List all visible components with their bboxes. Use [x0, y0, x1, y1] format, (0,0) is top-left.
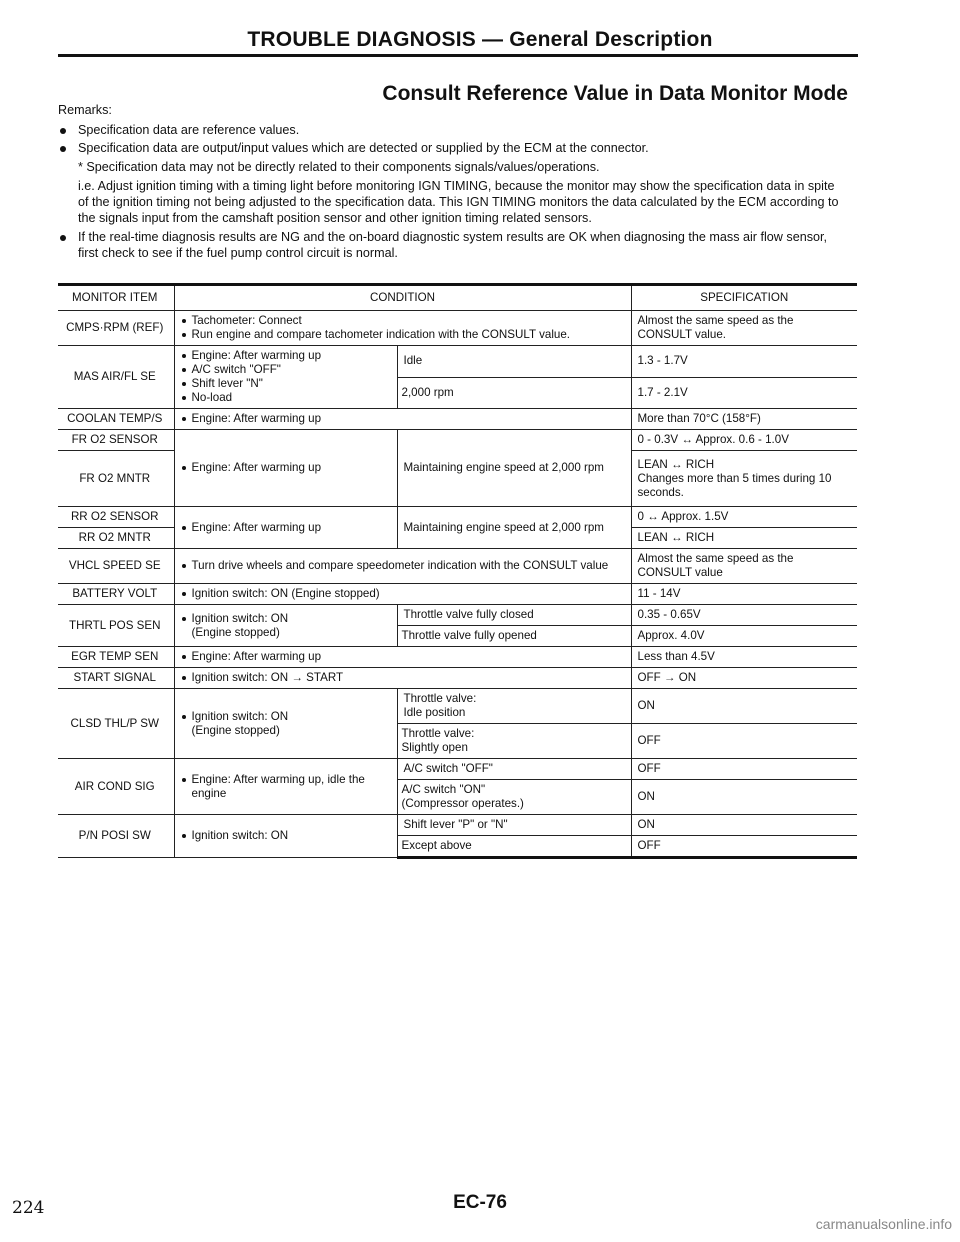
condition-cell	[174, 311, 631, 346]
table-header-row	[58, 285, 857, 311]
sub-condition-cell: Maintaining engine speed at 2,000 rpm	[397, 507, 631, 549]
condition-line: Ignition switch: ON	[181, 612, 391, 626]
condition-cell	[174, 584, 631, 605]
monitor-table	[58, 283, 857, 859]
monitor-item: CMPS·RPM (REF)	[58, 311, 174, 346]
condition-line: Ignition switch: ON	[181, 829, 391, 843]
remarks-block	[58, 103, 848, 264]
remark-bullet-3: If the real-time diagnosis results are NG and the on-board diagnostic system results are OK when diagnosing the mass air flow sensor, first check to see if the fuel pump control circuit is normal.	[58, 230, 848, 261]
specification-cell: OFF	[631, 759, 857, 780]
remark-ie: i.e. Adjust ignition timing with a timing light before monitoring IGN TIMING, because the monitor may show the specification data in spite of the ignition timing not being adjusted to the specification data. This IGN TIMING monitors the data calculated by the ECM according to the signals input from the camshaft position sensor and other ignition timing related sensors.	[78, 179, 839, 225]
specification-cell: 1.7 - 2.1V	[631, 377, 857, 409]
monitor-item: EGR TEMP SEN	[58, 647, 174, 668]
monitor-item: VHCL SPEED SE	[58, 549, 174, 584]
section-title: Consult Reference Value in Data Monitor Mode	[382, 82, 848, 105]
sub-condition-cell	[397, 780, 631, 815]
condition-line: Ignition switch: ON	[181, 710, 391, 724]
sub-line: Slightly open	[401, 741, 468, 754]
monitor-item: AIR COND SIG	[58, 759, 174, 815]
condition-cell	[174, 346, 397, 409]
remarks-label: Remarks:	[58, 103, 112, 117]
condition-line: Engine: After warming up	[181, 650, 625, 664]
sub-condition-cell: Except above	[397, 836, 631, 858]
condition-line: A/C switch "OFF"	[181, 363, 391, 377]
sub-line: Throttle valve:	[403, 692, 477, 705]
condition-line: Shift lever "N"	[181, 377, 391, 391]
specification-cell: ON	[631, 689, 857, 724]
condition-cell	[174, 759, 397, 815]
spec-line: Changes more than 5 times during 10 seconds.	[637, 471, 832, 499]
sub-condition-cell: 2,000 rpm	[397, 377, 631, 409]
specification-cell: More than 70°C (158°F)	[631, 409, 857, 430]
sub-line: A/C switch "ON"	[401, 783, 486, 796]
condition-line: (Engine stopped)	[191, 625, 280, 639]
table-row	[58, 815, 857, 836]
sub-condition-cell: Throttle valve fully opened	[397, 626, 631, 647]
table-row	[58, 668, 857, 689]
sub-condition-cell: Throttle valve fully closed	[397, 605, 631, 626]
table-row	[58, 605, 857, 626]
sub-line: Idle position	[403, 706, 466, 719]
sub-condition-cell	[397, 724, 631, 759]
condition-cell	[174, 689, 397, 759]
monitor-item: P/N POSI SW	[58, 815, 174, 858]
condition-cell	[174, 647, 631, 668]
specification-cell: 0 ↔ Approx. 1.5V	[631, 507, 857, 528]
monitor-item: THRTL POS SEN	[58, 605, 174, 647]
page-code: EC-76	[453, 1192, 507, 1213]
header-rule	[58, 54, 858, 57]
specification-cell: 0 - 0.3V ↔ Approx. 0.6 - 1.0V	[631, 430, 857, 451]
monitor-item: CLSD THL/P SW	[58, 689, 174, 759]
condition-cell	[174, 409, 631, 430]
condition-line: Engine: After warming up, idle the engine	[181, 773, 391, 801]
header-condition: CONDITION	[174, 285, 631, 311]
specification-cell: ON	[631, 815, 857, 836]
remark-bullet-1: Specification data are reference values.	[58, 123, 848, 139]
table-row	[58, 409, 857, 430]
monitor-item: RR O2 MNTR	[58, 528, 174, 549]
monitor-item: START SIGNAL	[58, 668, 174, 689]
specification-cell: 1.3 - 1.7V	[631, 346, 857, 378]
sub-line: (Compressor operates.)	[401, 797, 524, 810]
specification-cell	[631, 451, 857, 507]
remark-bullet-2: Specification data are output/input values which are detected or supplied by the ECM at the connector.	[58, 141, 848, 157]
page-header-title: TROUBLE DIAGNOSIS — General Description	[247, 28, 713, 51]
monitor-item: RR O2 SENSOR	[58, 507, 174, 528]
specification-cell: ON	[631, 780, 857, 815]
specification-cell: Almost the same speed as the CONSULT value.	[631, 311, 857, 346]
condition-line: Turn drive wheels and compare speedometer indication with the CONSULT value	[181, 559, 625, 573]
condition-cell	[174, 507, 397, 549]
condition-line: No-load	[181, 391, 391, 405]
remark-note: * Specification data may not be directly related to their components signals/values/operations.	[78, 159, 600, 174]
condition-line: Engine: After warming up	[181, 461, 391, 475]
monitor-item: COOLAN TEMP/S	[58, 409, 174, 430]
condition-line: Engine: After warming up	[181, 412, 625, 426]
specification-cell: Less than 4.5V	[631, 647, 857, 668]
table-row	[58, 430, 857, 451]
condition-cell	[174, 605, 397, 647]
sub-condition-cell	[397, 689, 631, 724]
sub-condition-cell: Maintaining engine speed at 2,000 rpm	[397, 430, 631, 507]
condition-line: Run engine and compare tachometer indication with the CONSULT value.	[181, 328, 625, 342]
monitor-item: FR O2 SENSOR	[58, 430, 174, 451]
spec-line: LEAN ↔ RICH	[637, 457, 715, 471]
condition-line: Tachometer: Connect	[181, 314, 625, 328]
sub-line: Throttle valve:	[401, 727, 475, 740]
table-row	[58, 507, 857, 528]
header-specification: SPECIFICATION	[631, 285, 857, 311]
condition-line: (Engine stopped)	[191, 723, 280, 737]
condition-cell	[174, 815, 397, 858]
condition-line: Engine: After warming up	[181, 521, 391, 535]
sub-condition-cell: A/C switch "OFF"	[397, 759, 631, 780]
condition-line: Ignition switch: ON → START	[181, 671, 625, 685]
specification-cell: 11 - 14V	[631, 584, 857, 605]
specification-cell: OFF	[631, 836, 857, 858]
monitor-item: BATTERY VOLT	[58, 584, 174, 605]
table-row	[58, 647, 857, 668]
table-row	[58, 311, 857, 346]
specification-cell: 0.35 - 0.65V	[631, 605, 857, 626]
watermark-text: carmanualsonline.info	[815, 1216, 952, 1232]
monitor-item: MAS AIR/FL SE	[58, 346, 174, 409]
table-row	[58, 759, 857, 780]
condition-cell	[174, 668, 631, 689]
condition-line: Engine: After warming up	[181, 349, 391, 363]
specification-cell: Approx. 4.0V	[631, 626, 857, 647]
specification-cell: Almost the same speed as the CONSULT value	[631, 549, 857, 584]
specification-cell: OFF	[631, 724, 857, 759]
table-row	[58, 584, 857, 605]
condition-line: Ignition switch: ON (Engine stopped)	[181, 587, 625, 601]
sub-condition-cell: Idle	[397, 346, 631, 378]
condition-cell	[174, 549, 631, 584]
monitor-item: FR O2 MNTR	[58, 451, 174, 507]
condition-cell	[174, 430, 397, 507]
specification-cell: OFF → ON	[631, 668, 857, 689]
specification-cell: LEAN ↔ RICH	[631, 528, 857, 549]
table-row	[58, 346, 857, 378]
table-row	[58, 689, 857, 724]
sub-condition-cell: Shift lever "P" or "N"	[397, 815, 631, 836]
table-row	[58, 549, 857, 584]
header-monitor-item: MONITOR ITEM	[58, 285, 174, 311]
page-number: 224	[12, 1198, 45, 1218]
